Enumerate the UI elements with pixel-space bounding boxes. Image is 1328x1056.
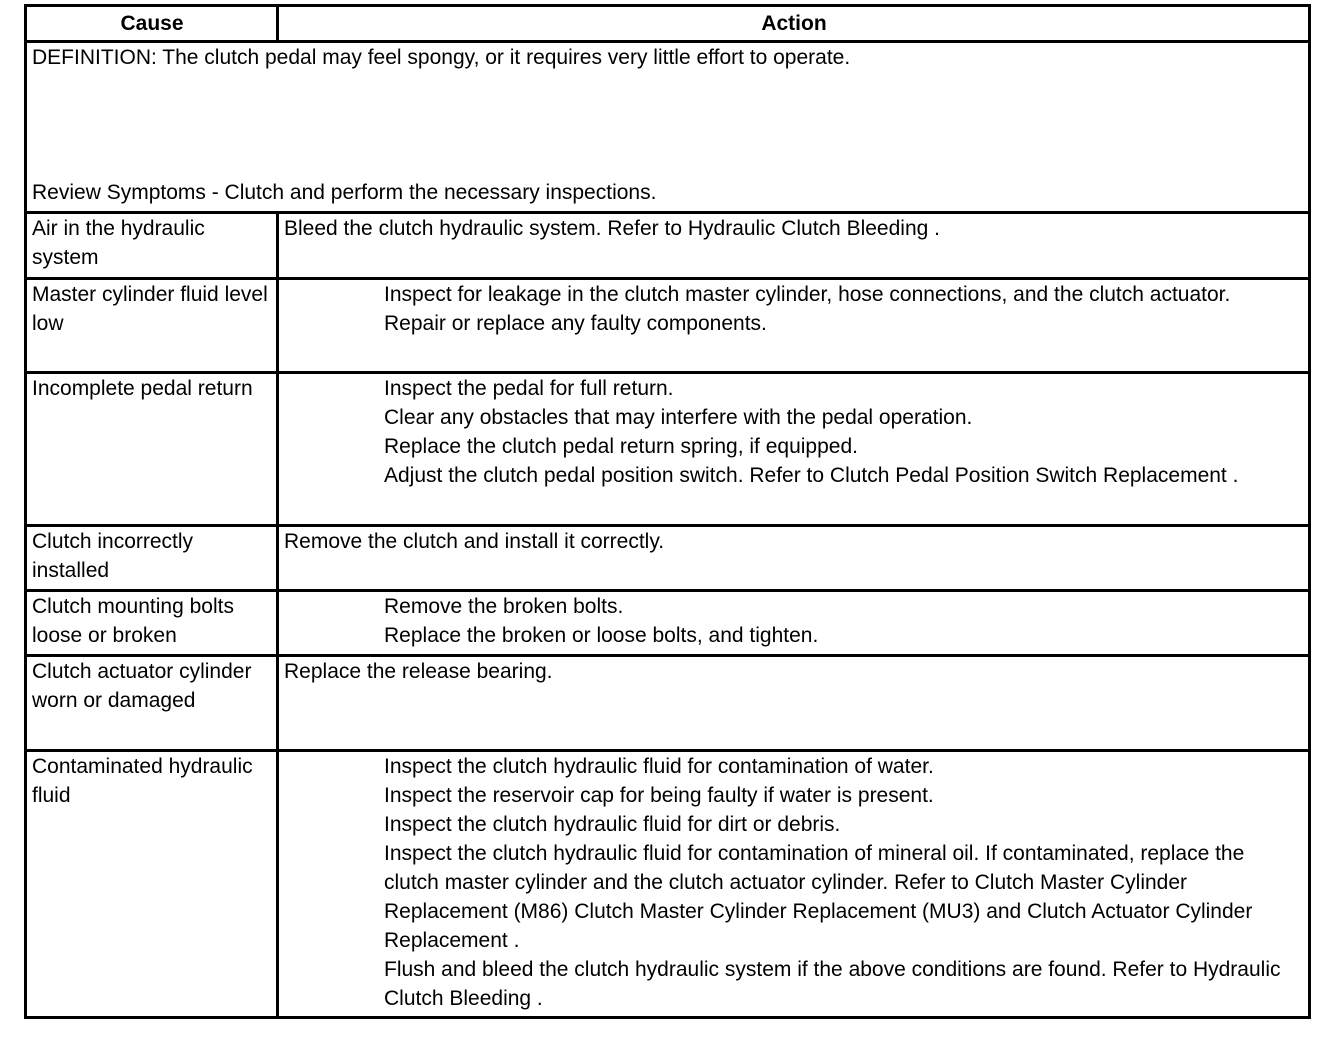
cause-cell: Clutch mounting bolts loose or broken: [26, 591, 278, 656]
table-row: [26, 656, 1310, 751]
definition-cell: [26, 42, 1310, 213]
action-cell: Replace the release bearing.: [278, 656, 1310, 751]
table-row: [26, 751, 1310, 1018]
review-text: Review Symptoms - Clutch and perform the necessary inspections.: [32, 181, 657, 204]
header-cause: Cause: [26, 6, 278, 42]
action-step: Flush and bleed the clutch hydraulic system if the above conditions are found. Refer to Hydraulic Clutch Bleeding .: [384, 958, 1281, 1010]
action-step: Inspect the clutch hydraulic fluid for dirt or debris.: [384, 813, 841, 836]
action-step: Replace the clutch pedal return spring, if equipped.: [384, 435, 858, 458]
action-step: Clear any obstacles that may interfere with the pedal operation.: [384, 406, 973, 429]
action-step: Inspect the clutch hydraulic fluid for contamination of water.: [384, 755, 934, 778]
action-cell: [278, 751, 1310, 1018]
cause-cell: Air in the hydraulic system: [26, 213, 278, 279]
cause-cell: Clutch actuator cylinder worn or damaged: [26, 656, 278, 751]
action-cell: [278, 591, 1310, 656]
header-action: Action: [278, 6, 1310, 42]
cause-cell: Contaminated hydraulic fluid: [26, 751, 278, 1018]
table-row: [26, 526, 1310, 591]
action-step: Adjust the clutch pedal position switch. Refer to Clutch Pedal Position Switch Replacement .: [384, 464, 1239, 487]
action-cell: [278, 373, 1310, 526]
definition-text: DEFINITION: The clutch pedal may feel spongy, or it requires very little effort to operate.: [32, 46, 851, 69]
action-cell: Remove the clutch and install it correctly.: [278, 526, 1310, 591]
cause-cell: Clutch incorrectly installed: [26, 526, 278, 591]
action-step: Remove the broken bolts.: [384, 595, 624, 618]
table-row: [26, 279, 1310, 373]
cause-cell: Master cylinder fluid level low: [26, 279, 278, 373]
action-cell: Bleed the clutch hydraulic system. Refer to Hydraulic Clutch Bleeding .: [278, 213, 1310, 279]
diagnostic-table: [24, 4, 1311, 1019]
action-step: Inspect the clutch hydraulic fluid for contamination of mineral oil. If contaminated, replace the clutch master cylinder and the clutch actuator cylinder. Refer to Clutch Master Cylinder Replacement (M86) Clutch Master Cylinder Replacement (MU3) and Clutch Actuator Cylinder Replacement .: [384, 842, 1253, 952]
action-step: Inspect for leakage in the clutch master cylinder, hose connections, and the clutch actuator.: [384, 283, 1231, 306]
cause-cell: Incomplete pedal return: [26, 373, 278, 526]
action-step: Replace the broken or loose bolts, and tighten.: [384, 624, 819, 647]
table-row: [26, 213, 1310, 279]
action-cell: [278, 279, 1310, 373]
table-row: [26, 373, 1310, 526]
action-step: Repair or replace any faulty components.: [384, 312, 767, 335]
action-step: Inspect the reservoir cap for being faulty if water is present.: [384, 784, 934, 807]
action-step: Inspect the pedal for full return.: [384, 377, 674, 400]
table-row: [26, 591, 1310, 656]
